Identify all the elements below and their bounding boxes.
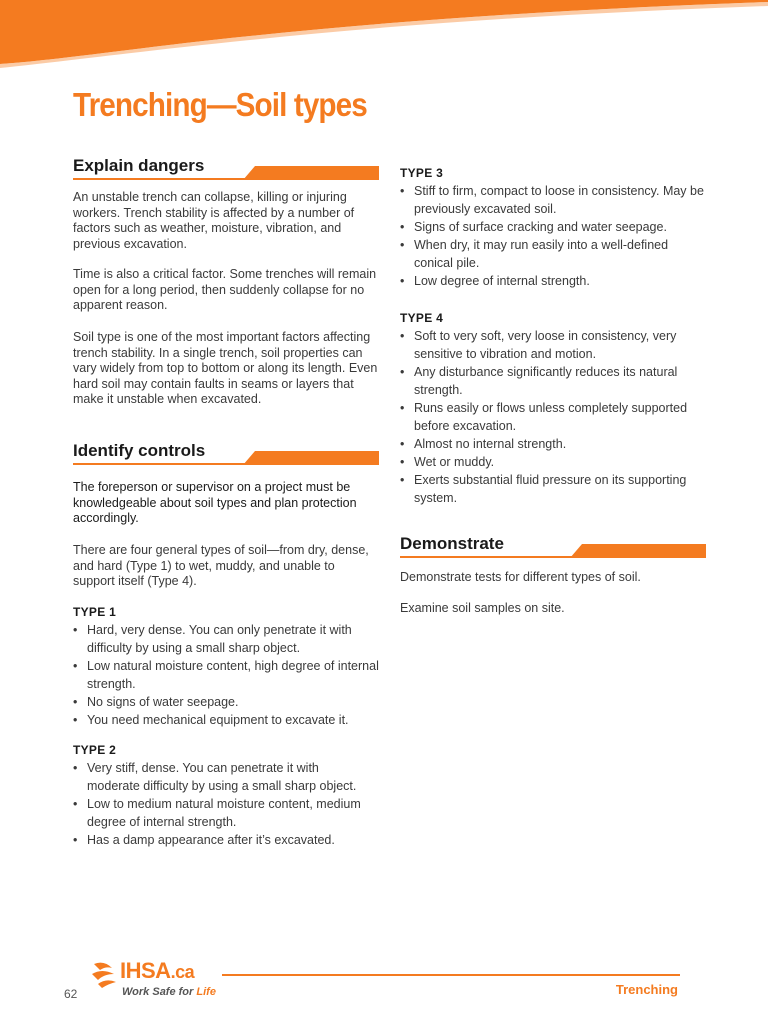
page-number: 62 (64, 987, 78, 1001)
list-item: • Wet or muddy. (400, 453, 700, 471)
list-item: • Almost no internal strength. (400, 435, 700, 453)
list-item: • Has a damp appearance after it’s excavated. (73, 831, 373, 849)
type-3-list (400, 182, 706, 290)
ihsa-logo (90, 956, 230, 1004)
type-2-list (73, 759, 373, 849)
list-item: • Any disturbance significantly reduces its natural strength. (400, 363, 700, 399)
brand-tagline (122, 986, 216, 998)
paragraph: Soil type is one of the most important factors affecting trench stability. In a single trench, soil properties can vary widely from top to bottom or along its length. Even hard soil may contain faults in seams or layers that make it unstable when excavated. (73, 330, 378, 406)
list-item: • No signs of water seepage. (73, 693, 383, 711)
paragraph: There are four general types of soil—from dry, dense, and hard (Type 1) to wet, muddy, and unable to support itself (Type 4). (73, 543, 369, 588)
header-wave (0, 0, 768, 80)
paragraph: An unstable trench can collapse, killing or injuring workers. Trench stability is affected by a number of factors such as weather, moisture, vibration, and previous excavation. (73, 190, 355, 251)
section-title: Demonstrate (400, 534, 504, 553)
list-item: • Exerts substantial fluid pressure on its supporting system. (400, 471, 700, 507)
list-item: • Low to medium natural moisture content, medium degree of internal strength. (73, 795, 373, 831)
list-item: • Very stiff, dense. You can penetrate it with moderate difficulty by using a small sharp object. (73, 759, 373, 795)
tagline-emphasis: Life (196, 986, 216, 998)
list-item: • When dry, it may run easily into a well-defined conical pile. (400, 236, 706, 272)
footer-section-label: Trenching (615, 982, 678, 997)
footer-rule (222, 974, 680, 976)
tagline-prefix: Work Safe for (122, 986, 197, 998)
type-3-label: TYPE 3 (400, 166, 444, 180)
brand-tld: .ca (170, 962, 195, 982)
page-title: Trenching—Soil types (73, 86, 367, 123)
brand-name-text: IHSA (120, 958, 171, 983)
ihsa-mark-icon (90, 958, 120, 988)
list-item: • Soft to very soft, very loose in consistency, very sensitive to vibration and motion. (400, 327, 700, 363)
list-item: • Low degree of internal strength. (400, 272, 706, 290)
paragraph: Examine soil samples on site. (400, 601, 565, 615)
list-item: • Runs easily or flows unless completely supported before excavation. (400, 399, 700, 435)
type-1-label: TYPE 1 (73, 605, 117, 619)
brand-name (120, 958, 194, 984)
list-item: • Hard, very dense. You can only penetrate it with difficulty by using a small sharp object. (73, 621, 383, 657)
section-title: Identify controls (73, 441, 206, 460)
type-1-list (73, 621, 383, 729)
heading-tab (243, 166, 379, 180)
list-item: • Low natural moisture content, high degree of internal strength. (73, 657, 383, 693)
type-4-label: TYPE 4 (400, 311, 444, 325)
heading-tab (243, 451, 379, 465)
list-item: • Signs of surface cracking and water seepage. (400, 218, 706, 236)
heading-tab (570, 544, 706, 558)
type-2-label: TYPE 2 (73, 743, 117, 757)
type-4-list (400, 327, 700, 507)
list-item: • You need mechanical equipment to excavate it. (73, 711, 383, 729)
section-heading-identify-controls (73, 441, 379, 465)
list-item: • Stiff to firm, compact to loose in consistency. May be previously excavated soil. (400, 182, 706, 218)
section-title: Explain dangers (73, 156, 205, 175)
paragraph: Demonstrate tests for different types of soil. (400, 570, 641, 584)
section-heading-explain-dangers (73, 156, 379, 180)
paragraph: The foreperson or supervisor on a project must be knowledgeable about soil types and plan protection accordingly. (73, 480, 357, 525)
paragraph: Time is also a critical factor. Some trenches will remain open for a long period, then suddenly collapse for no apparent reason. (73, 267, 377, 312)
section-heading-demonstrate (400, 534, 706, 558)
